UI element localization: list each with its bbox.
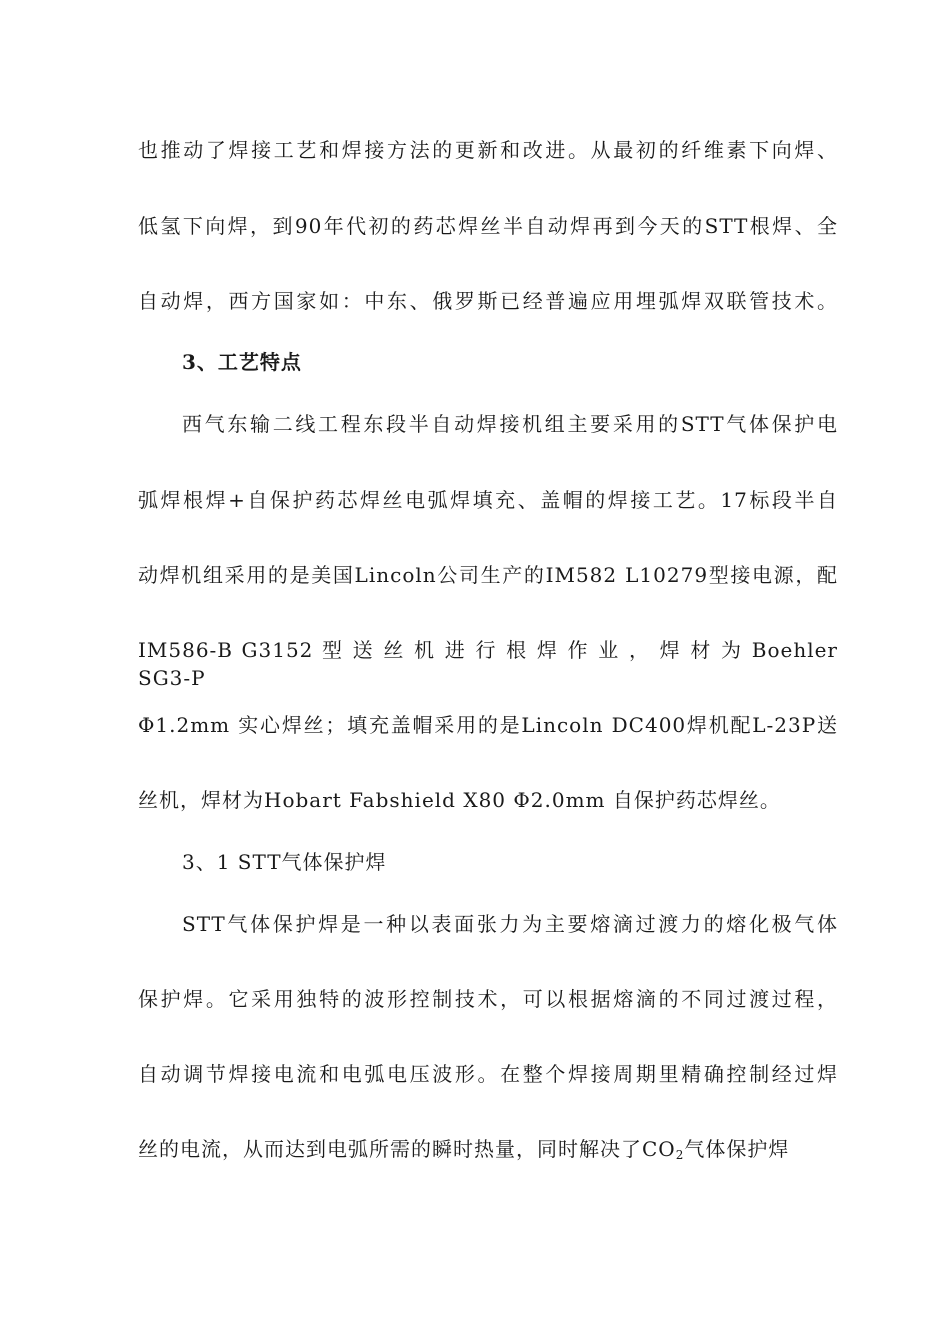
paragraph-line-4: 西气东输二线工程东段半自动焊接机组主要采用的STT气体保护电: [182, 412, 838, 436]
paragraph-line-8: Φ1.2mm 实心焊丝；填充盖帽采用的是Lincoln DC400焊机配L-23P送: [138, 713, 838, 737]
paragraph-line-6: 动焊机组采用的是美国Lincoln公司生产的IM582 L10279型接电源，配: [138, 563, 838, 587]
paragraph-line-9: 丝机，焊材为Hobart Fabshield X80 Φ2.0mm 自保护药芯焊丝。: [138, 788, 781, 812]
paragraph-line-13: [138, 1135, 838, 1163]
section-heading-3: 3、工艺特点: [182, 350, 302, 374]
paragraph-line-1: 也推动了焊接工艺和焊接方法的更新和改进。从最初的纤维素下向焊、: [138, 138, 838, 162]
paragraph-line-13-tail: 气体保护焊: [684, 1137, 790, 1161]
paragraph-line-3: 自动焊，西方国家如：中东、俄罗斯已经普遍应用埋弧焊双联管技术。: [138, 289, 838, 313]
paragraph-line-12: 自动调节焊接电流和电弧电压波形。在整个焊接周期里精确控制经过焊: [138, 1062, 838, 1086]
paragraph-line-7: IM586-B G3152 型 送 丝 机 进 行 根 焊 作 业 ， 焊 材 为 Boehler SG3-P: [138, 638, 838, 690]
paragraph-line-11: 保护焊。它采用独特的波形控制技术，可以根据熔滴的不同过渡过程，: [138, 987, 838, 1011]
co2-subscript: 2: [675, 1148, 685, 1162]
paragraph-line-13-text: 丝的电流，从而达到电弧所需的瞬时热量，同时解决了CO: [138, 1137, 676, 1161]
paragraph-line-2: 低氢下向焊，到90年代初的药芯焊丝半自动焊再到今天的STT根焊、全: [138, 214, 838, 238]
paragraph-line-5: 弧焊根焊+自保护药芯焊丝电弧焊填充、盖帽的焊接工艺。17标段半自: [138, 488, 838, 512]
section-heading-3-1: 3、1 STT气体保护焊: [182, 850, 387, 874]
paragraph-line-10: STT气体保护焊是一种以表面张力为主要熔滴过渡力的熔化极气体: [182, 912, 838, 936]
